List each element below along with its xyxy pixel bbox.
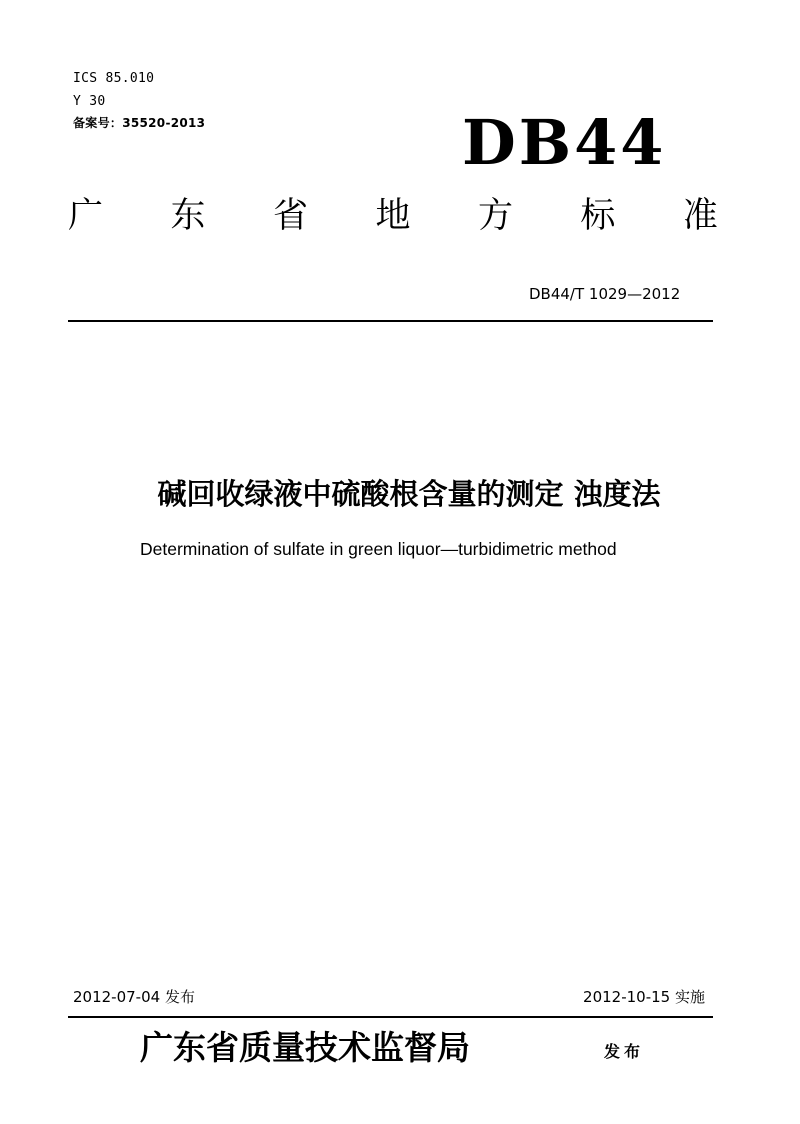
standard-type-char: 地 — [375, 196, 411, 236]
standard-type-char: 方 — [477, 196, 513, 236]
title-chinese: 碱回收绿液中硫酸根含量的测定 浊度法 — [157, 477, 661, 511]
title-english: Determination of sulfate in green liquor—turbidimetric method — [140, 539, 617, 559]
implementation-date: 2012-10-15 实施 — [583, 988, 705, 1006]
standard-number: DB44/T 1029—2012 — [529, 285, 681, 303]
standard-code-logo: DB44 — [462, 106, 667, 179]
classification-code: Y 30 — [73, 94, 106, 109]
standard-type-char: 省 — [272, 196, 308, 236]
bottom-divider — [68, 1016, 713, 1018]
ics-code: ICS 85.010 — [73, 71, 155, 86]
standard-type-char: 东 — [170, 196, 206, 236]
issue-date: 2012-07-04 发布 — [73, 988, 195, 1006]
record-number: 备案号：35520-2013 — [73, 116, 206, 130]
standard-type-char: 标 — [580, 196, 616, 236]
top-divider — [68, 320, 713, 322]
standard-type-char: 准 — [682, 196, 718, 236]
standard-type-char: 广 — [68, 196, 104, 236]
standard-type-heading — [68, 194, 718, 238]
issuer-suffix: 发布 — [604, 1042, 645, 1061]
issuer-name: 广东省质量技术监督局 — [140, 1028, 470, 1067]
